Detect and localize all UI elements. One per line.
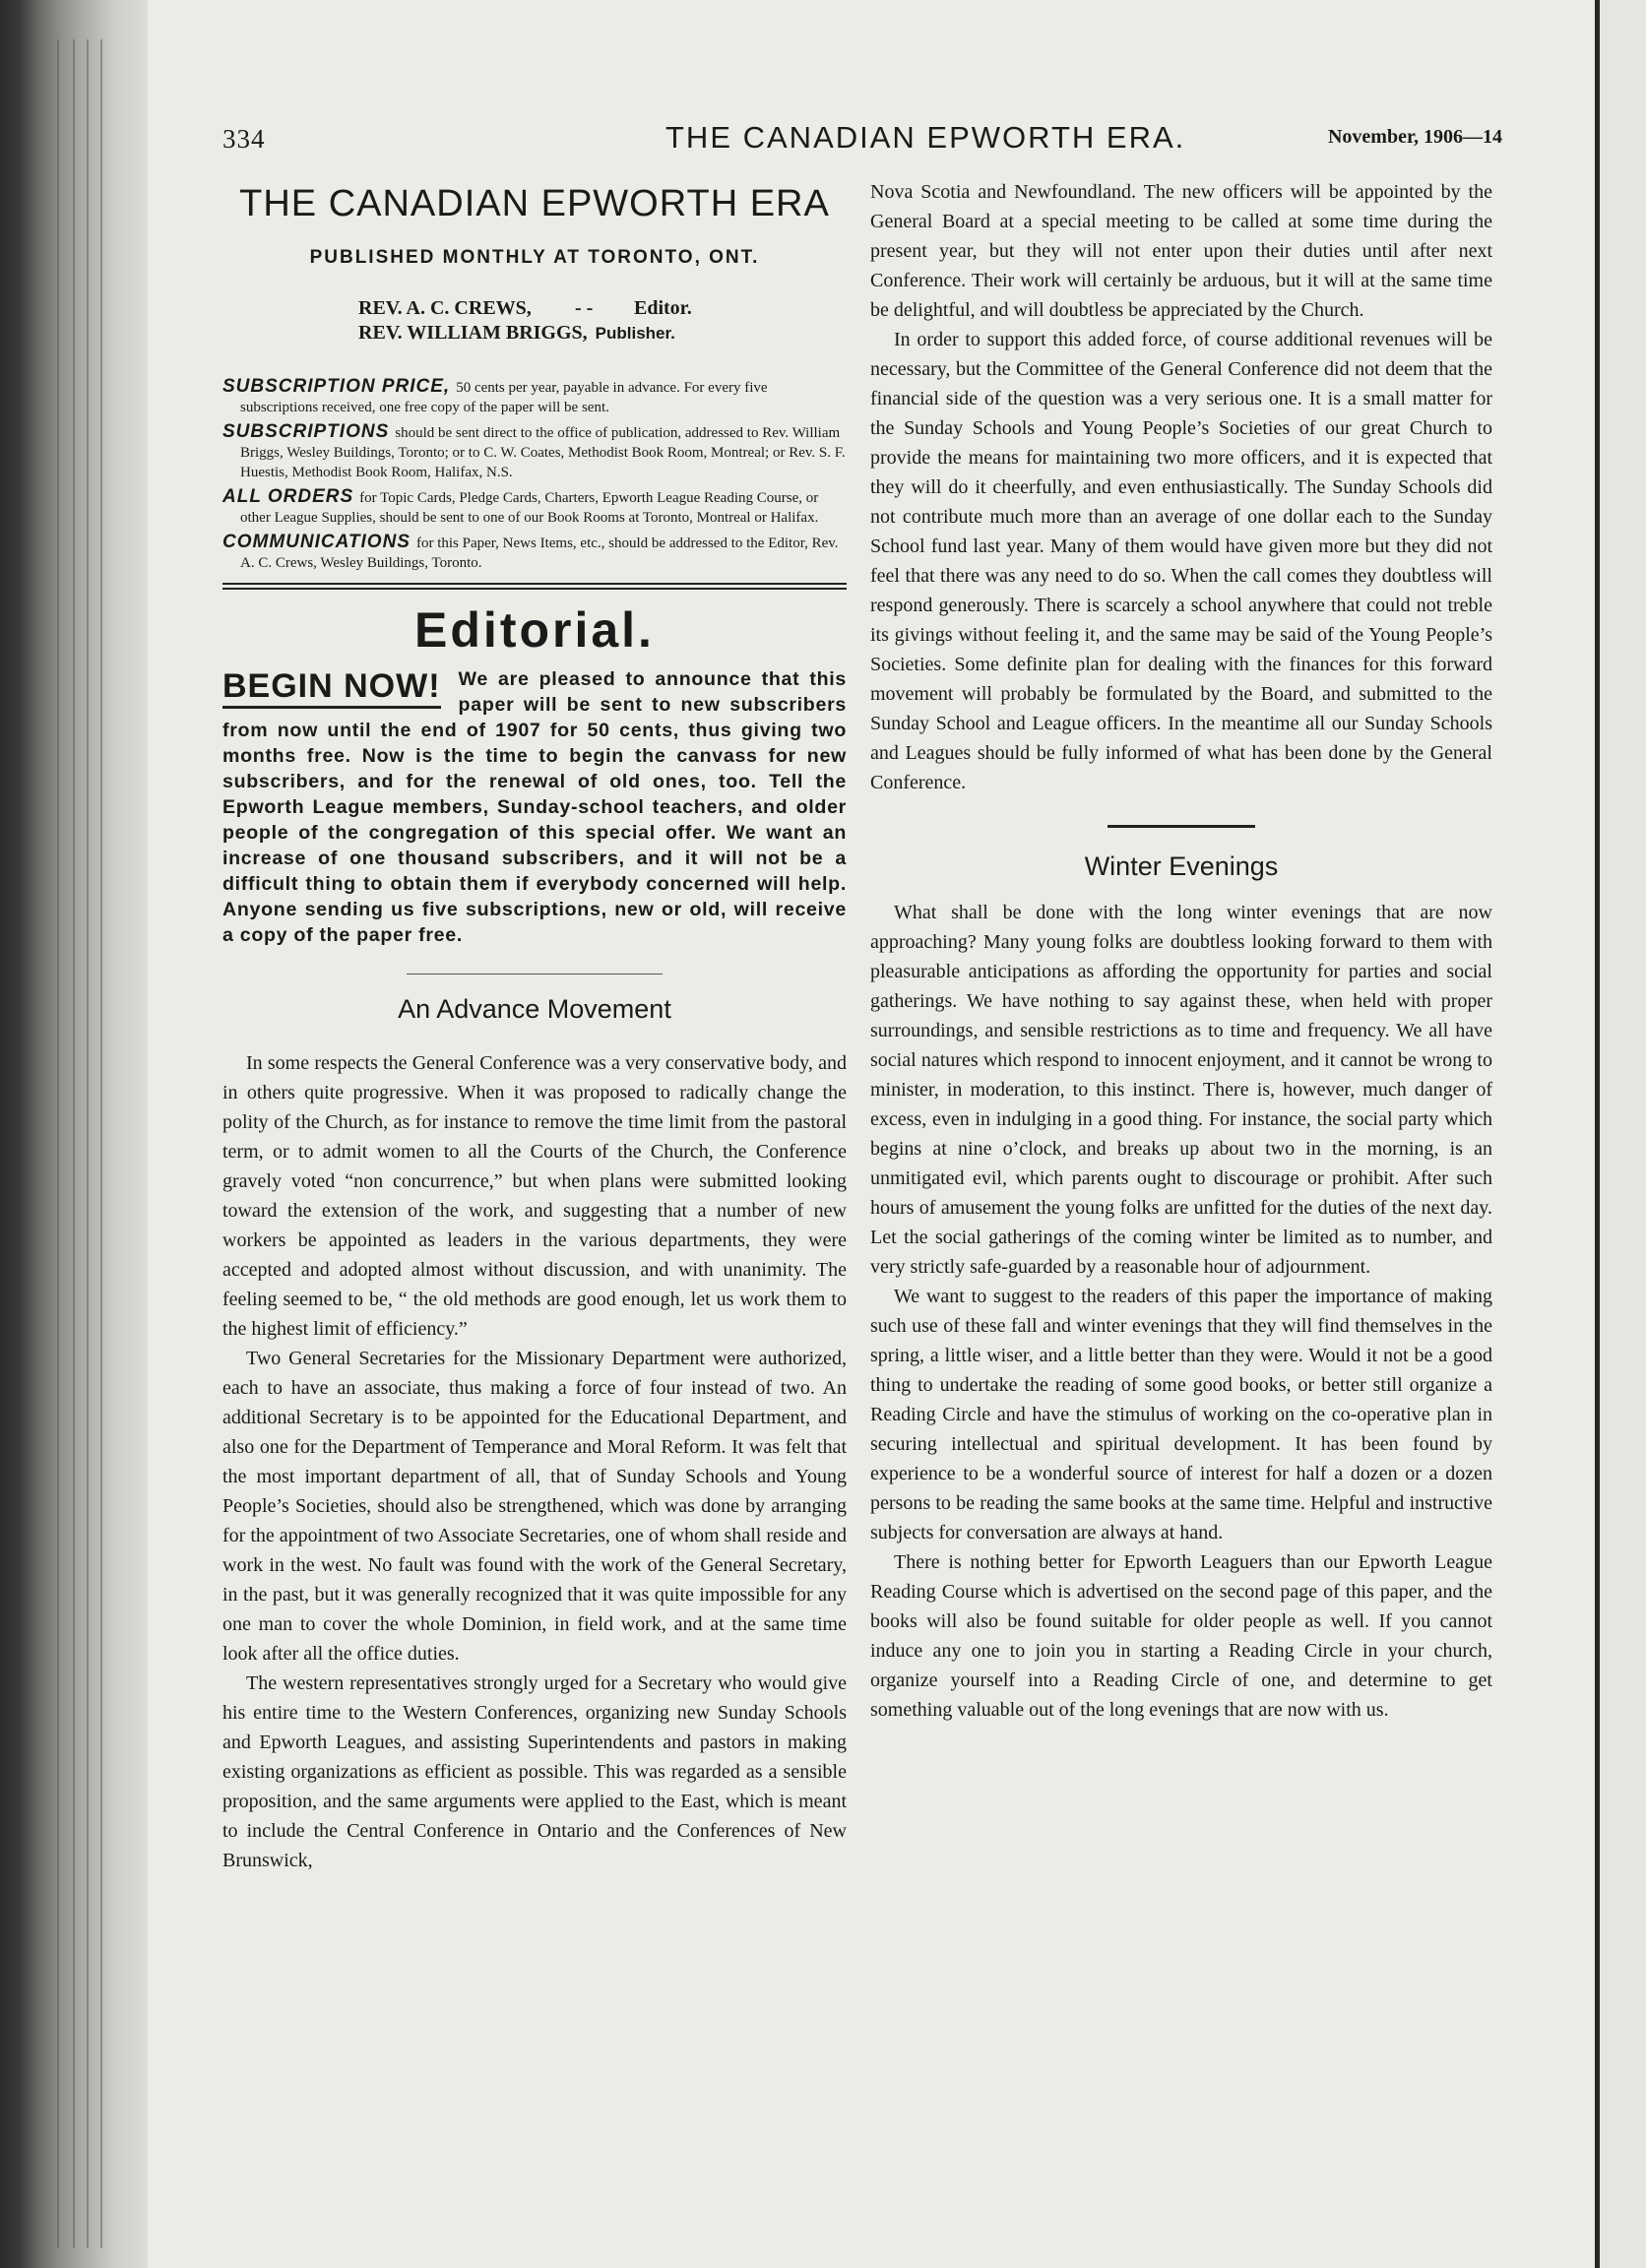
editor-name: REV. A. C. CREWS, — [358, 297, 532, 319]
article-paragraph: There is nothing better for Epworth Leaguers than our Epworth League Reading Course which is advertised on the second page of this paper, and the books will also be found suitable for older people as well. If you cannot induce any one to join you in starting a Reading Circle in your church, organize yourself into a Reading Circle of one, and determine to get something valuable out of the long evenings that are now with us. — [870, 1551, 1492, 1721]
article-paragraph: The western representatives strongly urged for a Secretary who would give his entire time to the Western Conferences, organizing new Sunday Schools and Epworth Leagues, and assisting Superintendents and pastors in making existing organizations as efficient as possible. This was regarded as a sensible proposition, and the same arguments were applied to the East, which is meant to include the Central Conference in Ontario and the Conferences of New Brunswick, — [222, 1672, 847, 1871]
begin-now-heading: BEGIN NOW! — [222, 666, 441, 709]
book-page-edges — [0, 0, 148, 2268]
notice-text: for this Paper, News Items, etc., should be addressed to the Editor, Rev. A. C. Crews, Wesley Buildings, Toronto. — [240, 536, 839, 571]
double-rule-divider — [222, 583, 847, 590]
masthead-title: THE CANADIAN EPWORTH ERA — [239, 183, 830, 224]
left-column — [222, 177, 847, 1875]
notice-text: for Topic Cards, Pledge Cards, Charters, Epworth League Reading Course, or other League Supplies, should be sent to one of our Book Rooms at Toronto, Montreal or Halifax. — [240, 490, 819, 526]
winter-evenings-heading: Winter Evenings — [1084, 851, 1279, 881]
issue-date: November, 1906—14 — [1327, 126, 1502, 148]
advance-movement-continued — [870, 177, 1492, 797]
notice-communications — [222, 533, 847, 573]
notice-label: SUBSCRIPTION PRICE, — [222, 376, 451, 397]
article-paragraph: In order to support this added force, of course additional revenues will be necessary, but the Committee of the General Conference did not deem that the financial side of the question was a very serious one. It is a small matter for the Sunday Schools and Young People’s Societies of our great Church to provide the means for maintaining two more officers, and it is expected that they will do it cheerfully, and even enthusiastically. The Sunday Schools did not contribute much more than an average of one dollar each to the Sunday School fund last year. Many of them would have given more but they did not feel that there was any need to do so. When the call comes they doubtless will respond generously. There is scarcely a school anywhere that could not treble its givings without feeling it, and the same may be said of the Young People’s Societies. Some definite plan for dealing with the finances for this forward movement will probably be formulated by the Board, and submitted to the Sunday School and League officers. In the meantime all our Sunday Schools and Leagues should be fully informed of what has been done by the General Conference. — [870, 329, 1492, 793]
article-paragraph: What shall be done with the long winter evenings that are now approaching? Many young folks are doubtless looking forward to them with pleasurable anticipations as affording the opportunity for parties and social gatherings. We have nothing to say against these, when held with proper surroundings, and sensible restrictions as to time and frequency. We all have social natures which respond to innocent enjoyment, and it cannot be wrong to minister, in moderation, to this instinct. There is, however, much danger of excess, even in indulging in a good thing. For instance, the social party which begins at nine o’clock, and breaks up about two in the morning, is an unmitigated evil, which parents ought to discourage or prohibit. After such hours of amusement the young folks are unfitted for the duties of the next day. Let the social gatherings of the coming winter be limited as to number, and very strictly safe-guarded by a reasonable hour of adjournment. — [870, 902, 1492, 1278]
page-number: 334 — [222, 124, 266, 154]
article-paragraph: Two General Secretaries for the Missionary Department were authorized, each to have an associate, thus making a force of four instead of two. An additional Secretary is to be appointed for the Educational Department, and also one for the Department of Temperance and Moral Reform. It was felt that the most important department of all, that of Sunday Schools and Young People’s Societies, should also be strengthened, which was done by arranging for the appointment of two Associate Secretaries, one of whom shall reside and work in the west. No fault was found with the work of the General Secretary, in the past, but it was generally recognized that it was quite impossible for any one man to cover the whole Dominion, in field work, and at the same time look after all the office duties. — [222, 1348, 847, 1665]
running-title: THE CANADIAN EPWORTH ERA. — [665, 120, 1186, 155]
notice-all-orders — [222, 487, 847, 528]
notice-label: ALL ORDERS — [222, 486, 354, 507]
advance-movement-body — [222, 1048, 847, 1875]
magazine-page — [148, 0, 1595, 2268]
notices-box — [222, 377, 847, 573]
publisher-name: REV. WILLIAM BRIGGS, — [358, 322, 588, 344]
right-column — [870, 177, 1492, 1725]
notice-label: SUBSCRIPTIONS — [222, 421, 390, 442]
winter-evenings-body — [870, 898, 1492, 1725]
begin-now-notice — [222, 666, 847, 948]
masthead-staff — [358, 296, 847, 346]
begin-now-text: We are pleased to announce that this paper will be sent to new subscribers from now until the end of 1907 for 50 cents, thus giving two months free. Now is the time to begin the canvass for new subscribers, and for the renewal of old ones, too. Tell the Epworth League members, Sunday-school teachers, and older people of the congregation of this special offer. We want an increase of one thousand subscribers, and it will not be a difficult thing to obtain them if everybody concerned will help. Anyone sending us five subscriptions, new or old, will receive a copy of the paper free. — [222, 668, 847, 946]
editor-role: Editor. — [634, 297, 692, 319]
publisher-role: Publisher. — [595, 324, 675, 343]
running-header — [222, 120, 1502, 159]
editorial-heading: Editorial. — [414, 602, 655, 658]
staff-separator: - - — [575, 297, 594, 319]
masthead-subtitle: PUBLISHED MONTHLY AT TORONTO, ONT. — [309, 247, 760, 268]
notice-text: should be sent direct to the office of publication, addressed to Rev. William Briggs, Wesley Buildings, Toronto; or to C. W. Coates, Methodist Book Room, Montreal; or Rev. S. F. Huestis, Methodist Book Room, Halifax, N.S. — [240, 425, 846, 480]
article-paragraph: Nova Scotia and Newfoundland. The new officers will be appointed by the General Board at a special meeting to be called at some time during the present year, but they will not enter upon their duties until after next Conference. Their work will certainly be arduous, but it will at the same time be delightful, and will doubtless be appreciated by the Church. — [870, 181, 1492, 321]
article-paragraph: We want to suggest to the readers of this paper the importance of making such use of these fall and winter evenings that they will find themselves in the spring, a little wiser, and a little better than they were. Would it not be a good thing to undertake the reading of some good books, or better still organize a Reading Circle and have the stimulus of working on the co-operative plan in securing intellectual and spiritual development. It has been found by experience to be a wonderful source of interest for half a dozen or a dozen persons to be reading the same books at the same time. Helpful and instructive subjects for conversation are always at hand. — [870, 1286, 1492, 1544]
section-divider — [1108, 825, 1255, 828]
notice-subscriptions — [222, 422, 847, 482]
article-paragraph: In some respects the General Conference was a very conservative body, and in others quite progressive. When it was proposed to radically change the polity of the Church, as for instance to remove the time limit from the pastoral term, or to admit women to all the Courts of the Church, the Conference gravely voted “non concurrence,” but when plans were submitted looking toward the extension of the work, and suggesting that a number of new workers be appointed as leaders in the various departments, they were accepted and adopted almost without discussion, and with unanimity. The feeling seemed to be, “ the old methods are good enough, let us work them to the highest limit of efficiency.” — [222, 1052, 847, 1340]
notice-label: COMMUNICATIONS — [222, 532, 411, 552]
section-divider — [407, 974, 663, 975]
facing-page-edge — [1595, 0, 1646, 2268]
advance-movement-heading: An Advance Movement — [398, 994, 671, 1024]
notice-subscription-price — [222, 377, 847, 417]
notice-text: 50 cents per year, payable in advance. For every five subscriptions received, one free copy of the paper will be sent. — [240, 380, 768, 415]
